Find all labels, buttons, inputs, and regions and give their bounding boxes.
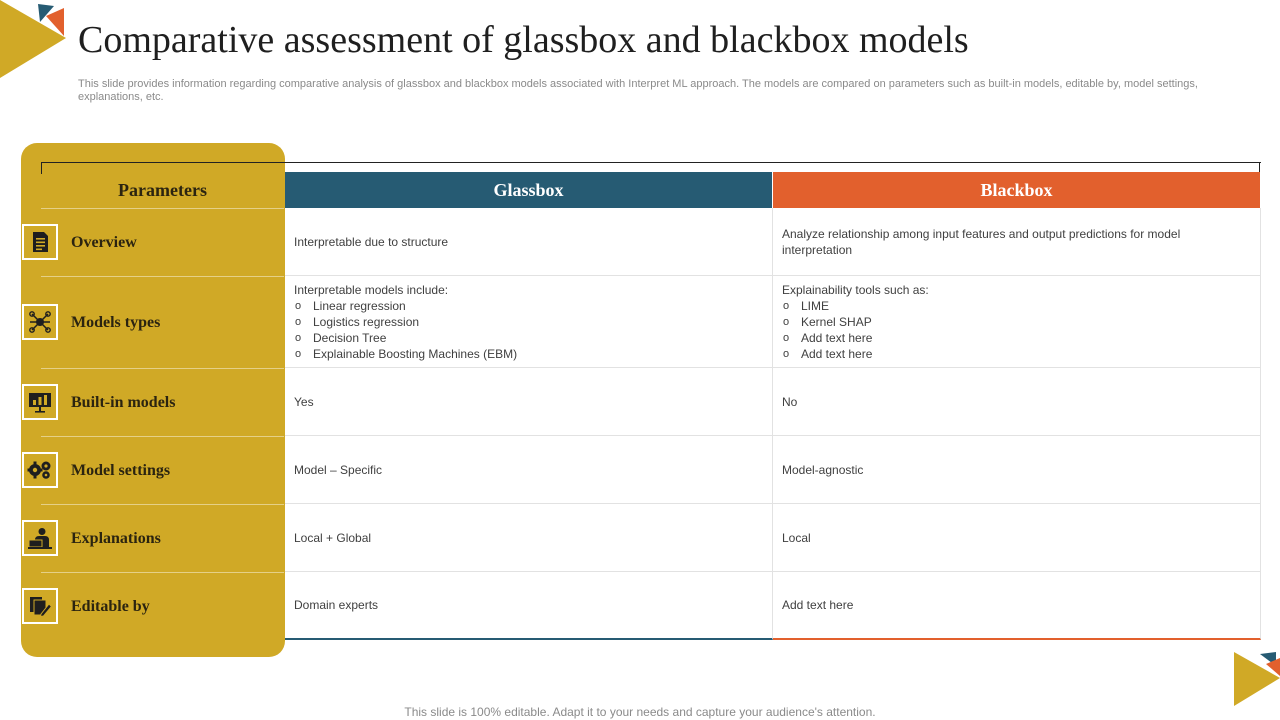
parameter-icon-box (22, 304, 58, 340)
glassbox-list-intro: Interpretable models include: (294, 282, 449, 297)
parameter-label: Model settings (71, 462, 171, 479)
list-item: o Decision Tree (294, 330, 517, 346)
blackbox-list-block (782, 282, 929, 362)
parameter-icon-box (22, 452, 58, 488)
blackbox-cell: Analyze relationship among input features and output predictions for model interpretation (773, 208, 1261, 276)
list-item: o Add text here (782, 346, 929, 362)
blackbox-tools-list (782, 298, 929, 362)
parameter-row-built-in-models (41, 368, 284, 437)
corner-decoration-bottom-right (1226, 650, 1280, 710)
glassbox-cell: Domain experts (285, 572, 773, 640)
glassbox-cell (285, 276, 773, 368)
glassbox-cell: Local + Global (285, 504, 773, 572)
glassbox-list-block (294, 282, 517, 362)
corner-decoration-top-left (0, 0, 70, 80)
presentation-chart-icon (28, 391, 52, 413)
page-subtitle: This slide provides information regarding comparative analysis of glassbox and blackbox models associated with Interpret ML approach. The models are compared on parameters such as built-in models, editable by, model settings, explanations, etc. (78, 78, 1198, 103)
glassbox-cell: Model – Specific (285, 436, 773, 504)
list-item: o LIME (782, 298, 929, 314)
list-item: o Explainable Boosting Machines (EBM) (294, 346, 517, 362)
header-glassbox: Glassbox (285, 172, 772, 208)
glassbox-models-list (294, 298, 517, 362)
network-icon (28, 310, 52, 334)
parameter-row-explanations (41, 504, 284, 573)
list-item: o Add text here (782, 330, 929, 346)
blackbox-cell: Model-agnostic (773, 436, 1261, 504)
parameter-label: Built-in models (71, 394, 176, 411)
list-item: o Logistics regression (294, 314, 517, 330)
edit-files-icon (28, 595, 52, 617)
parameter-label: Models types (71, 314, 161, 331)
parameter-row-editable-by (41, 572, 284, 641)
page-title: Comparative assessment of glassbox and blackbox models (78, 19, 969, 61)
parameter-row-model-settings (41, 436, 284, 505)
gears-icon (27, 459, 53, 481)
blackbox-list-intro: Explainability tools such as: (782, 282, 929, 297)
person-desk-icon (28, 527, 52, 549)
document-icon (30, 231, 50, 253)
parameter-icon-box (22, 384, 58, 420)
parameter-icon-box (22, 588, 58, 624)
table-frame-top (41, 162, 1261, 163)
footer-note: This slide is 100% editable. Adapt it to your needs and capture your audience's attention. (404, 705, 876, 719)
header-parameters: Parameters (118, 179, 207, 200)
header-blackbox: Blackbox (773, 172, 1260, 208)
parameter-label: Explanations (71, 530, 161, 547)
parameter-label: Editable by (71, 598, 150, 615)
list-item: o Kernel SHAP (782, 314, 929, 330)
list-item: o Linear regression (294, 298, 517, 314)
parameter-icon-box (22, 520, 58, 556)
parameter-label: Overview (71, 234, 137, 251)
blackbox-cell: Add text here (773, 572, 1261, 640)
glassbox-cell: Yes (285, 368, 773, 436)
glassbox-cell: Interpretable due to structure (285, 208, 773, 276)
parameter-row-models-types (41, 276, 284, 369)
blackbox-cell: No (773, 368, 1261, 436)
parameter-row-overview (41, 208, 284, 277)
blackbox-cell (773, 276, 1261, 368)
blackbox-cell: Local (773, 504, 1261, 572)
parameter-icon-box (22, 224, 58, 260)
